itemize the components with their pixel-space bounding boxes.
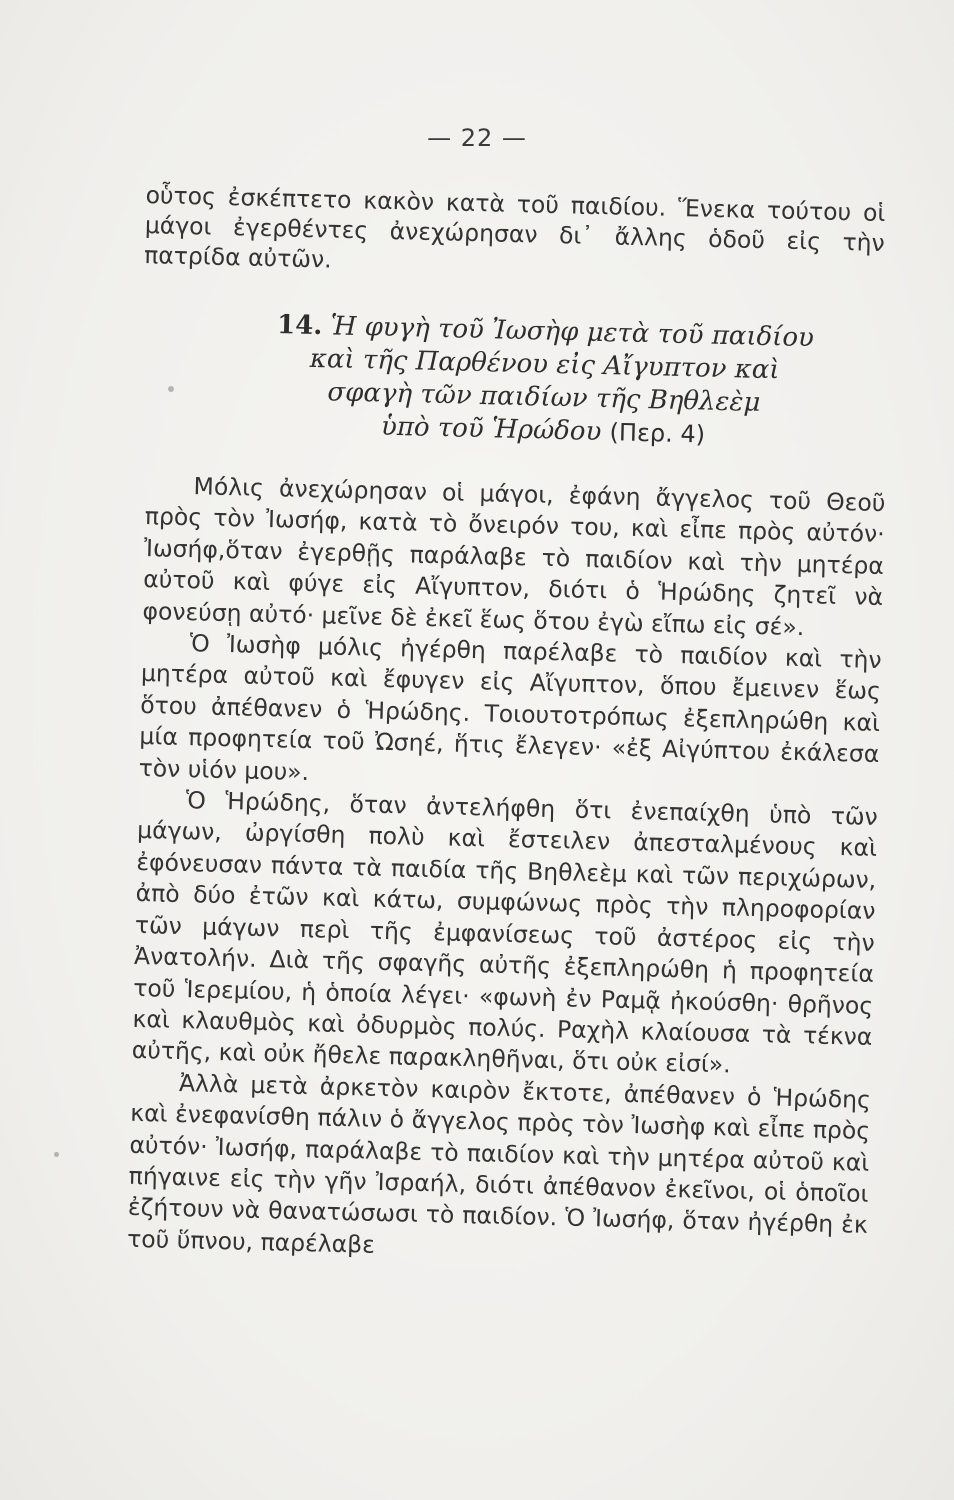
paragraph: Μόλις ἀνεχώρησαν οἱ μάγοι, ἐφάνη ἄγγελος τοῦ Θεοῦ πρὸς τὸν Ἰωσήφ, κατὰ τὸ ὄνειρόν του, καὶ εἶπε πρὸς αὐτόν· Ἰωσήφ,ὅταν ἐγερθῇς παράλαβε τὸ παιδίον καὶ τὴν μητέρα αὐτοῦ καὶ φύγε εἰς Αἴγυπτον, διότι ὁ Ἡρώδης ζητεῖ νὰ φονεύσῃ αὐτό· μεῖνε δὲ ἐκεῖ ἕως ὅτου ἐγὼ εἴπω εἰς σέ». [142,472,886,641]
ink-speck [54,1152,59,1157]
paragraph: Ὁ Ἰωσὴφ μόλις ἠγέρθη παρέλαβε τὸ παιδίον καὶ τὴν μητέρα αὐτοῦ καὶ ἔφυγεν εἰς Αἴγυπτον, ὅπου ἔμεινεν ἕως ὅτου ἀπέθανεν ὁ Ἡρώδης. Τοιουτοτρόπως ἐξεπληρώθη καὶ μία προφητεία τοῦ Ὠσηέ, ἥτις ἔλεγεν· «ἐξ Αἰγύπτου ἐκάλεσα τὸν υἱόν μου». [138,629,882,786]
section-reference: (Περ. 4) [609,418,706,449]
heading-title-line-2: καὶ τῆς Παρθένου εἰς Αἴγυπτον καὶ [309,343,780,386]
section-heading [233,308,856,455]
paragraph-text: οὗτος ἐσκέπτετο κακὸν κατὰ τοῦ παιδίου. Ἕνεκα τούτου οἱ μάγοι ἐγερθέντες ἀνεχώρησαν δι᾽ ἄλλης ὁδοῦ εἰς τὴν πατρίδα αὐτῶν. [143,180,886,274]
paragraph: Ἀλλὰ μετὰ ἀρκετὸν καιρὸν ἔκτοτε, ἀπέθανεν ὁ Ἡρώδης καὶ ἐνεφανίσθη πάλιν ὁ ἄγγελος πρὸς τὸν Ἰωσὴφ καὶ εἶπε πρὸς αὐτόν· Ἰωσήφ, παράλαβε τὸ παιδίον καὶ τὴν μητέρα αὐτοῦ καὶ πήγαινε εἰς τὴν γῆν Ἰσραήλ, διότι ἀπέθανον ἐκεῖνοι, οἱ ὁποῖοι ἐζήτουν νὰ θανατώσωσι τὸ παιδίον. Ὁ Ἰωσήφ, ὅταν ἠγέρθη ἐκ τοῦ ὕπνου, παρέλαβε [126,1068,872,1259]
heading-title-line-1: Ἡ φυγὴ τοῦ Ἰωσὴφ μετὰ τοῦ παιδίου [330,311,815,354]
section-number: 14. [276,310,323,342]
heading-title-line-4: ὑπὸ τοῦ Ἡρώδου [380,411,602,447]
page-number: — 22 — [427,124,527,152]
paragraph: Ὁ Ἡρώδης, ὅταν ἀντελήφθη ὅτι ἐνεπαίχθη ὑπὸ τῶν μάγων, ὠργίσθη πολὺ καὶ ἔστειλεν ἀπεσταλμένους καὶ ἐφόνευσαν πάντα τὰ παιδία τῆς Βηθλεὲμ καὶ τῶν περιχώρων, ἀπὸ δύο ἐτῶν καὶ κάτω, συμφώνως πρὸς τὴν πληροφορίαν τῶν μάγων περὶ τῆς ἐμφανίσεως τοῦ ἀστέρος εἰς τὴν Ἀνατολήν. Διὰ τῆς σφαγῆς αὐτῆς ἐξεπληρώθη ἡ προφητεία τοῦ Ἱερεμίου, ἡ ὁποία λέγει· «φωνὴ ἐν Ραμᾷ ἠκούσθη· θρῆνος καὶ κλαυθμὸς καὶ ὀδυρμὸς πολύς. Ραχὴλ κλαίουσα τὰ τέκνα αὐτῆς, καὶ οὐκ ἤθελε παρακληθῆναι, ὅτι οὐκ εἰσί». [131,786,879,1079]
section-body [127,470,886,1273]
ink-speck [168,386,174,392]
opening-paragraph [144,180,886,288]
heading-title-line-3: σφαγὴ τῶν παιδίων τῆς Βηθλεὲμ [327,377,761,418]
